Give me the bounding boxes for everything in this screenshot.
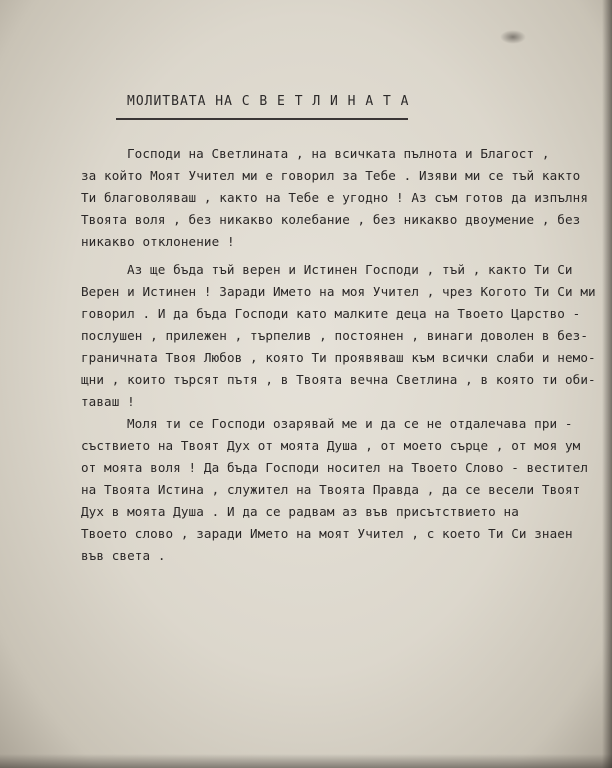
text-line: граничната Твоя Любов , която Ти проявяваш към всички слаби и немо- xyxy=(81,350,596,365)
ink-smudge xyxy=(500,30,526,44)
text-line: Твоята воля , без никакво колебание , без никакво двоумение , без xyxy=(81,212,581,227)
text-line: послушен , прилежен , търпелив , постоянен , винаги доволен в без- xyxy=(81,328,589,343)
paper-edge-shadow-bottom xyxy=(0,754,612,768)
text-line: за който Моят Учител ми е говорил за Тебе . Изяви ми се тъй както xyxy=(81,168,581,183)
text-line: Господи на Светлината , на всичката пълнота и Благост , xyxy=(127,146,550,161)
text-line: Верен и Истинен ! Заради Името на моя Учител , чрез Когото Ти Си ми xyxy=(81,284,596,299)
text-line: от моята воля ! Да бъда Господи носител на Твоето Слово - вестител xyxy=(81,460,589,475)
paper-edge-shadow-right xyxy=(602,0,612,768)
text-line: никакво отклонение ! xyxy=(81,234,235,249)
text-line: Ти благоволяваш , както на Тебе е угодно ! Аз съм готов да изпълня xyxy=(81,190,589,205)
text-line: Моля ти се Господи озарявай ме и да се не отдалечава при - xyxy=(127,416,573,431)
text-line: съствието на Твоят Дух от моята Душа , от моето сърце , от моя ум xyxy=(81,438,581,453)
text-line: във света . xyxy=(81,548,166,563)
text-line: говорил . И да бъда Господи като малките деца на Твоето Царство - xyxy=(81,306,581,321)
title-underline xyxy=(116,118,408,120)
text-line: таваш ! xyxy=(81,394,135,409)
text-line: Аз ще бъда тъй верен и Истинен Господи , тъй , както Ти Си xyxy=(127,262,573,277)
text-line: Твоето слово , заради Името на моят Учител , с което Ти Си знаен xyxy=(81,526,573,541)
text-line: на Твоята Истина , служител на Твоята Правда , да се весели Твоят xyxy=(81,482,581,497)
document-title: МОЛИТВАТА НА С В Е Т Л И Н А Т А xyxy=(127,94,410,109)
text-line: щни , които търсят пътя , в Твоята вечна Светлина , в която ти оби- xyxy=(81,372,596,387)
text-line: Дух в моята Душа . И да се радвам аз във присътствието на xyxy=(81,504,519,519)
